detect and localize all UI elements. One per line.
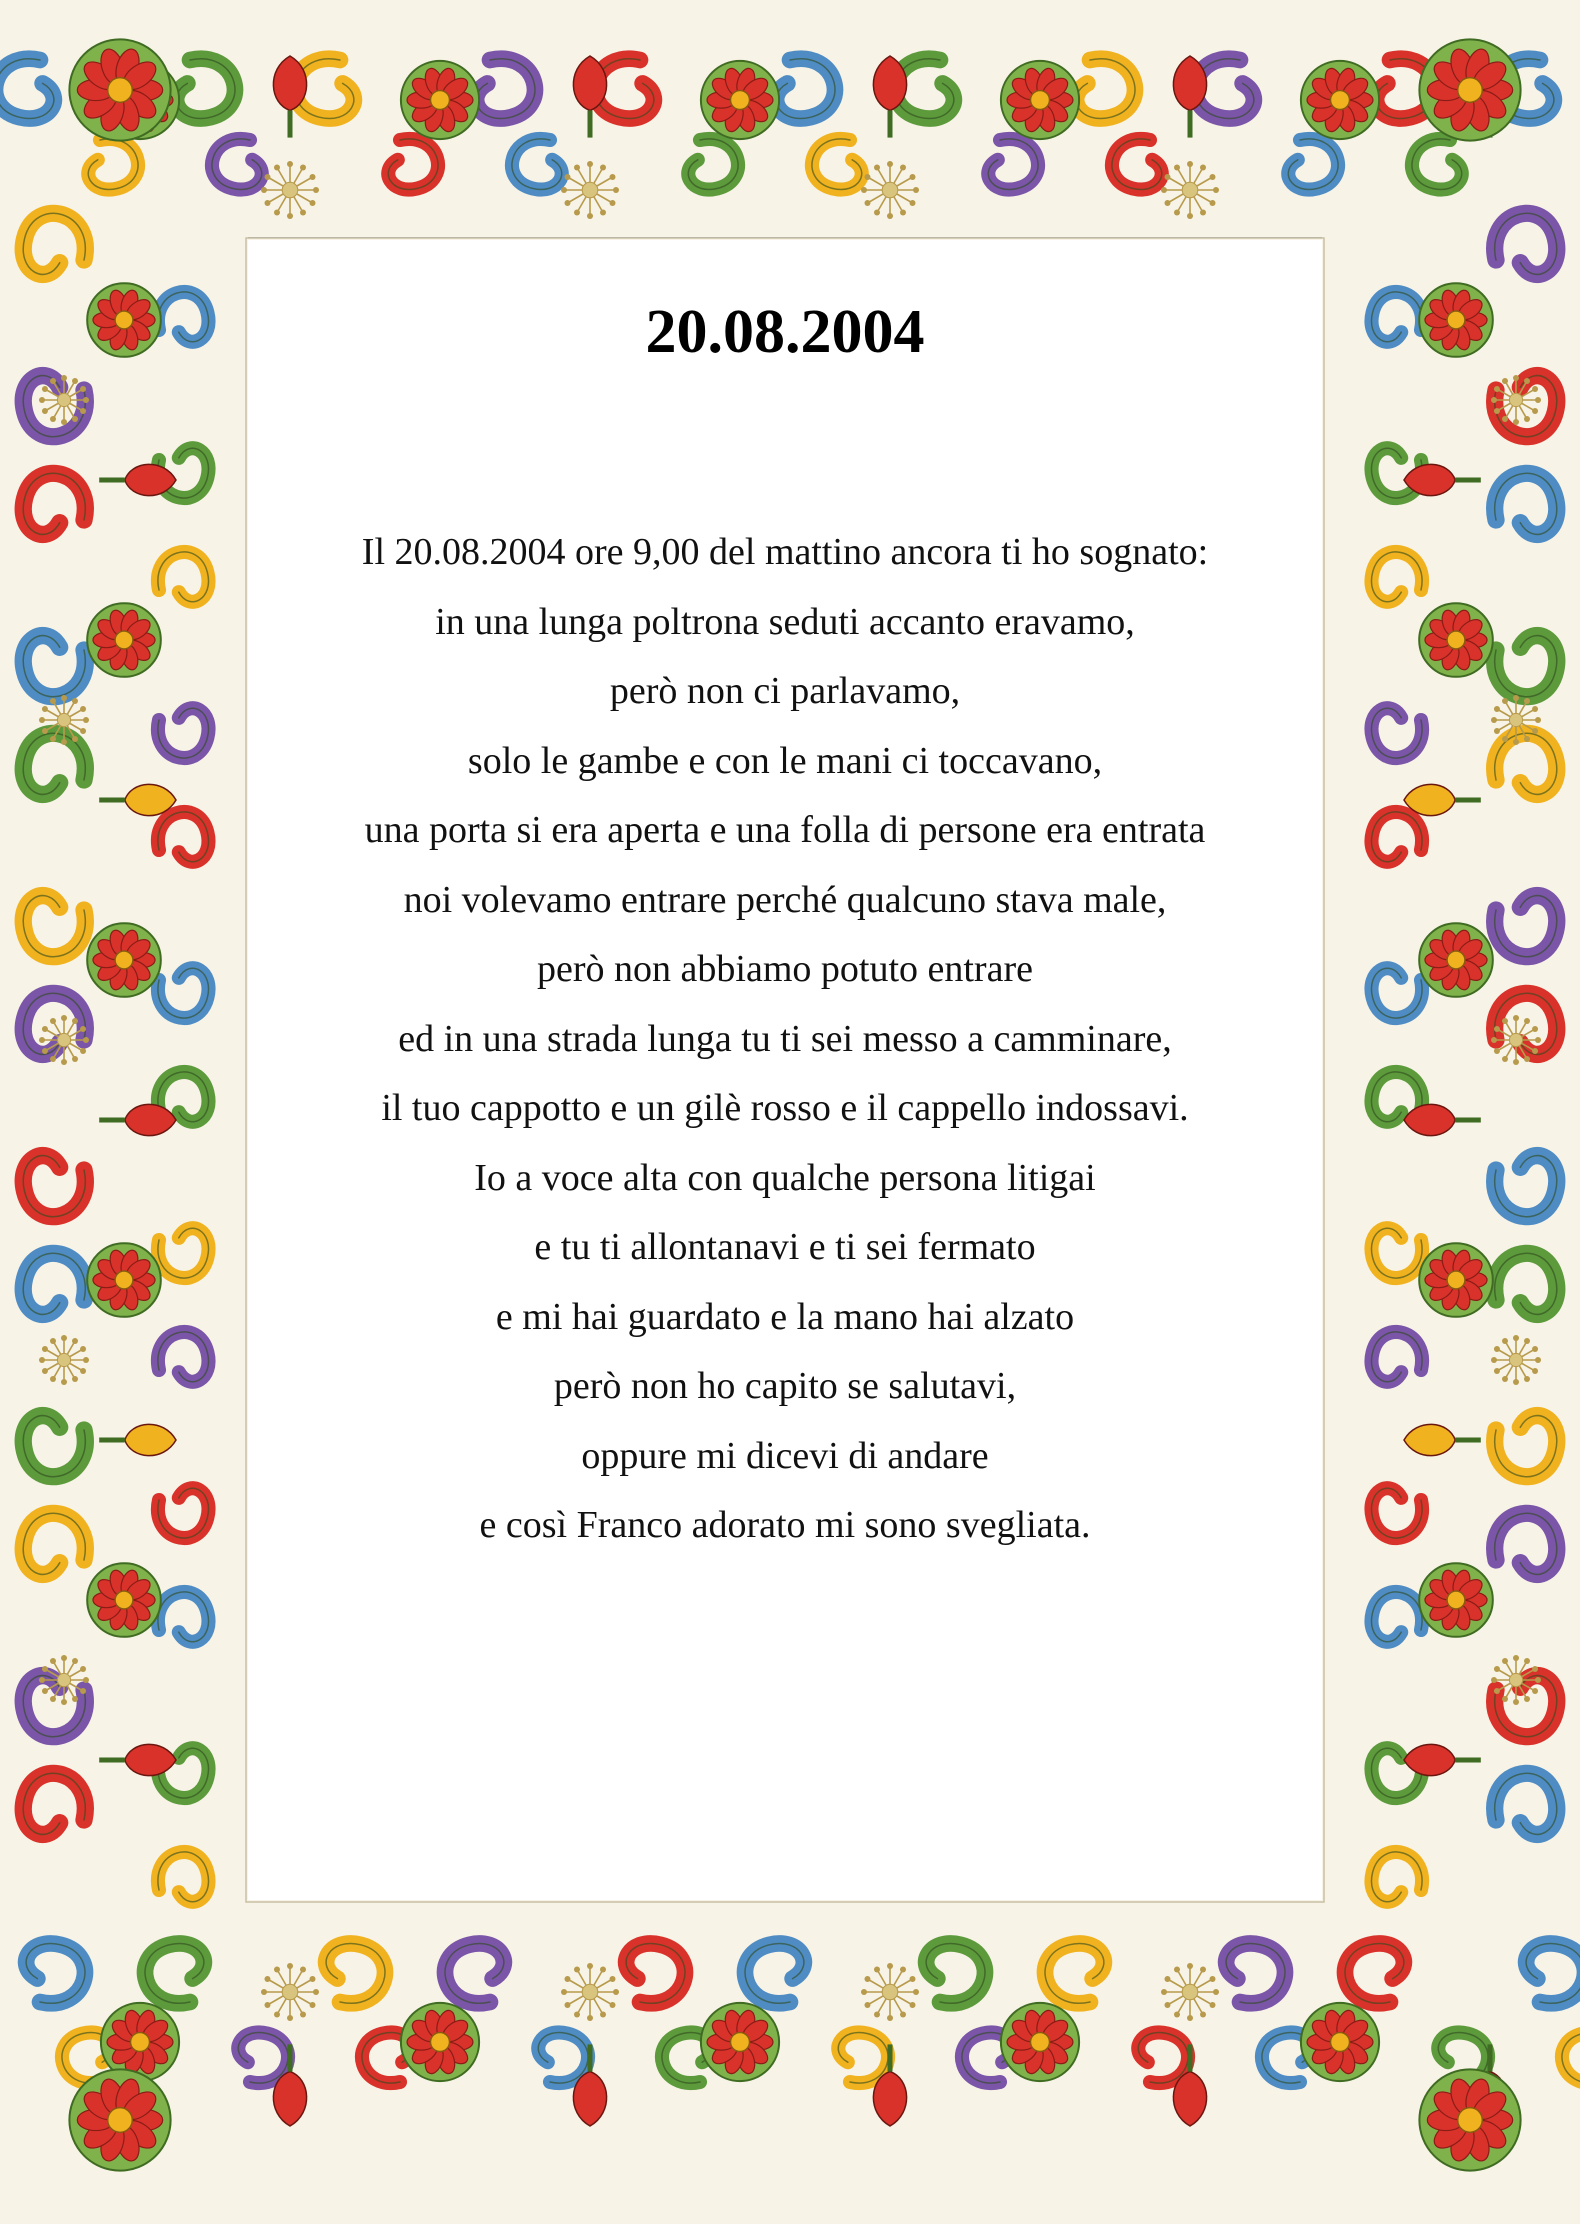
poem-line: noi volevamo entrare perché qualcuno stava male, — [403, 878, 1167, 921]
rosette-icon — [701, 61, 779, 139]
rosette-icon — [87, 923, 161, 997]
poem-line: il tuo cappotto e un gilè rosso e il cappello indossavi. — [381, 1087, 1189, 1129]
rosette-icon — [87, 1563, 161, 1637]
rosette-icon — [1001, 2003, 1079, 2081]
rosette-icon — [701, 2003, 779, 2081]
rosette-icon — [69, 2069, 170, 2170]
rosette-icon — [1419, 1563, 1493, 1637]
rosette-icon — [1301, 2003, 1379, 2081]
poem-line: però non abbiamo potuto entrare — [537, 948, 1033, 990]
poem-line: ed in una strada lunga tu ti sei messo a camminare, — [398, 1017, 1172, 1060]
poem-line: solo le gambe e con le mani ci toccavano, — [467, 739, 1103, 782]
poem-text — [248, 518, 1322, 1561]
rosette-icon — [1419, 923, 1493, 997]
rosette-icon — [1001, 61, 1079, 139]
rosette-icon — [87, 1243, 161, 1317]
rosette-icon — [1419, 39, 1520, 140]
rosette-icon — [1419, 603, 1493, 677]
rosette-icon — [87, 283, 161, 357]
poem-line: una porta si era aperta e una folla di persone era entrata — [364, 809, 1206, 851]
poem-line: in una lunga poltrona seduti accanto eravamo, — [435, 600, 1135, 643]
poem-line: e mi hai guardato e la mano hai alzato — [495, 1295, 1075, 1338]
rosette-icon — [87, 603, 161, 677]
poem-line: e così Franco adorato mi sono svegliata. — [479, 1504, 1091, 1546]
rosette-icon — [1419, 1243, 1493, 1317]
poem-line: Io a voce alta con qualche persona litigai — [474, 1156, 1096, 1199]
rosette-icon — [69, 39, 170, 140]
poem-line: però non ho capito se salutavi, — [553, 1365, 1017, 1407]
rosette-icon — [1301, 61, 1379, 139]
rosette-icon — [1419, 283, 1493, 357]
rosette-icon — [401, 61, 479, 139]
poem-line: oppure mi dicevi di andare — [581, 1434, 989, 1477]
page-title: 20.08.2004 — [645, 298, 925, 366]
poem-line: Il 20.08.2004 ore 9,00 del mattino ancora ti ho sognato: — [361, 531, 1209, 573]
rosette-icon — [401, 2003, 479, 2081]
panel-top-rule — [248, 237, 1322, 238]
poem-line: e tu ti allontanavi e ti sei fermato — [534, 1226, 1036, 1268]
rosette-icon — [1419, 2069, 1520, 2170]
poem-line: però non ci parlavamo, — [609, 670, 961, 712]
